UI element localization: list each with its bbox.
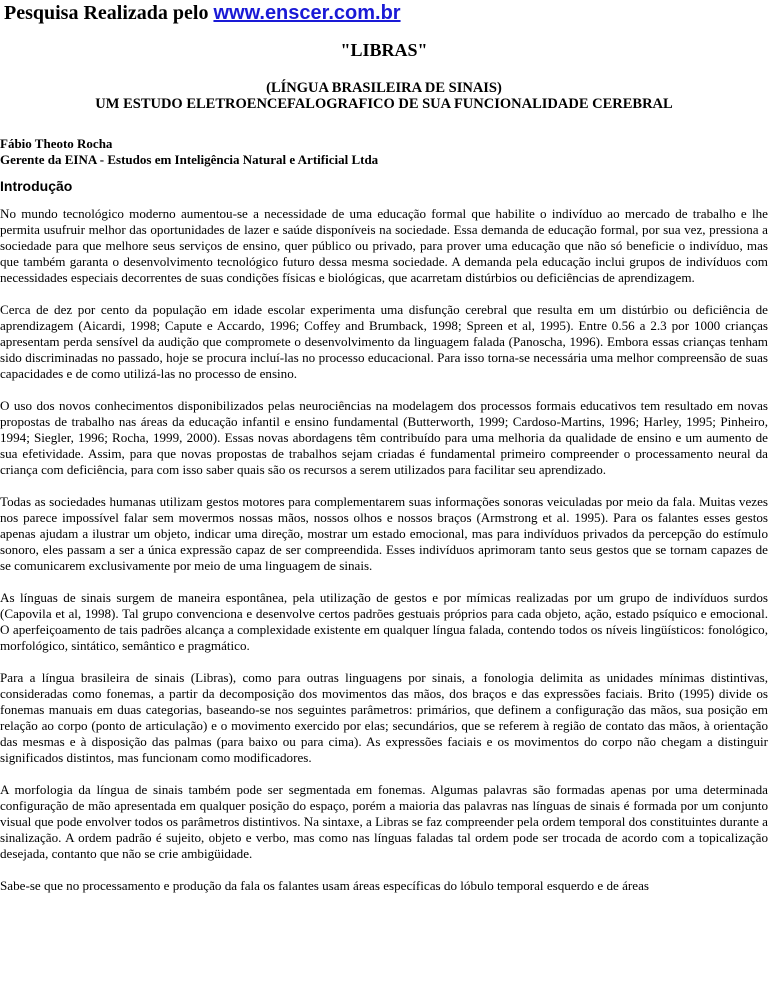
paragraph: Todas as sociedades humanas utilizam gestos motores para complementarem suas informações sonoras veiculadas por meio da fala. Muitas vezes nos parece impossível falar sem movermos nossas mãos, nossos olhos e nossos braços (Armstrong et al. 1995). Para os falantes esses gestos apenas ajudam a ilustrar um objeto, indicar uma direção, mostrar um estado emocional, mas para indivíduos privados da percepção do estímulo sonoro, eles passam a ser a única expressão capaz de ser compreendida. Esses indivíduos aprimoram tanto seus gestos que se tornam capazes de se comunicarem exclusivamente por meio de uma linguagem de sinais. [0, 494, 768, 573]
author-role: Gerente da EINA - Estudos em Inteligência Natural e Artificial Ltda [0, 152, 379, 167]
author-block [0, 136, 378, 168]
header-prefix: Pesquisa Realizada pelo [4, 2, 214, 24]
paragraph: O uso dos novos conhecimentos disponibilizados pelas neurociências na modelagem dos processos formais educativos tem resultado em novas propostas de trabalho nas áreas da educação infantil e ensino fundamental (Butterworth, 1999; Cardoso-Martins, 1996; Harley, 1995; Pinheiro, 1994; Siegler, 1996; Rocha, 1999, 2000). Essas novas abordagens têm contribuído para uma melhoria da qualidade de ensino e um aumento de sua efetividade. Assim, para que novas propostas de trabalhos sejam criadas é fundamental primeiro compreender o processamento neural da criança com deficiência, para com isso saber quais são os recursos a serem utilizados para facilitar seu aprendizado. [0, 398, 768, 477]
paragraph: A morfologia da língua de sinais também pode ser segmentada em fonemas. Algumas palavras são formadas apenas por uma determinada configuração de mão apresentada em qualquer posição do espaço, porém a maioria das palavras nas línguas de sinais é formada por um conjunto visual que pode envolver todos os parâmetros distintivos. Na sintaxe, a Libras se faz compreender pela ordem temporal dos constituintes durante a sinalização. A ordem padrão é sujeito, objeto e verbo, mas como nas línguas faladas tal ordem pode ser trocada de acordo com a topicalização desejada, contanto que não se crie ambigüidade. [0, 782, 768, 861]
site-link[interactable]: www.enscer.com.br [213, 2, 401, 24]
section-heading: Introdução [0, 178, 73, 194]
paragraph: Cerca de dez por cento da população em idade escolar experimenta uma disfunção cerebral que resulta em um distúrbio ou deficiência de aprendizagem (Aicardi, 1998; Capute e Accardo, 1996; Coffey and Brumback, 1998; Spreen et al, 1995). Entre 0.56 a 2.3 por 1000 crianças apresentam perda sensível da audição que compromete o desenvolvimento da linguagem falada (Panoscha, 1996). Embora essas crianças tenham sido discriminadas no passado, hoje se procura incluí-las no processo educacional. Para isso torna-se necessária uma melhor compreensão de suas capacidades e de como utilizá-las no processo de ensino. [0, 302, 768, 381]
paragraph: As línguas de sinais surgem de maneira espontânea, pela utilização de gestos e por mímicas realizadas por um grupo de indivíduos surdos (Capovila et al, 1998). Tal grupo convenciona e desenvolve certos padrões gestuais próprios para cada objeto, ação, estado psíquico e emocional. O aperfeiçoamento de tais padrões alcança a complexidade existente em qualquer língua falada, contendo todos os níveis lingüísticos: fonológico, morfológico, sintático, semântico e pragmático. [0, 590, 768, 653]
author-name: Fábio Theoto Rocha [0, 136, 113, 151]
paragraph: No mundo tecnológico moderno aumentou-se a necessidade de uma educação formal que habilite o indivíduo ao mercado de trabalho e lhe permita usufruir melhor das oportunidades de lazer e saúde disponíveis na sociedade. Essa demanda de educação formal, por sua vez, pressiona a sociedade para que melhore seus serviços de ensino, quer público ou privado, para prover uma educação que não só beneficie o indivíduo, mas que também garanta o desenvolvimento tecnológico futuro dessa mesma sociedade. A demanda pela educação inclui grupos de indivíduos com necessidades especiais decorrentes de suas condições físicas e biológicas, que acarretam distúrbios ou deficiências de aprendizagem. [0, 206, 768, 285]
paragraph: Sabe-se que no processamento e produção da fala os falantes usam áreas específicas do lóbulo temporal esquerdo e de áreas [0, 878, 649, 893]
paragraph: Para a língua brasileira de sinais (Libras), como para outras linguagens por sinais, a fonologia delimita as unidades mínimas distintivas, consideradas como fonemas, a partir da decomposição dos movimentos das mãos, dos braços e das expressões faciais. Brito (1995) divide os fonemas manuais em duas categorias, baseando-se nos seguintes parâmetros: primários, que definem a configuração das mãos, sua posição em relação ao corpo (ponto de articulação) e o movimento exercido por elas; secundários, que se referem à região de contato das mãos, à orientação das mesmas e à disposição das palmas (para baixo ou para cima). As expressões faciais e os movimentos do corpo não chegam a distinguir significados distintos, mas funcionam como modificadores. [0, 670, 768, 765]
page-title: "LIBRAS" [340, 40, 428, 60]
subtitle-line-2: UM ESTUDO ELETROENCEFALOGRAFICO DE SUA FUNCIONALIDADE CEREBRAL [95, 96, 673, 112]
header [4, 2, 401, 24]
subtitle [0, 80, 768, 112]
article-body [0, 206, 768, 910]
subtitle-line-1: (LÍNGUA BRASILEIRA DE SINAIS) [266, 80, 502, 96]
